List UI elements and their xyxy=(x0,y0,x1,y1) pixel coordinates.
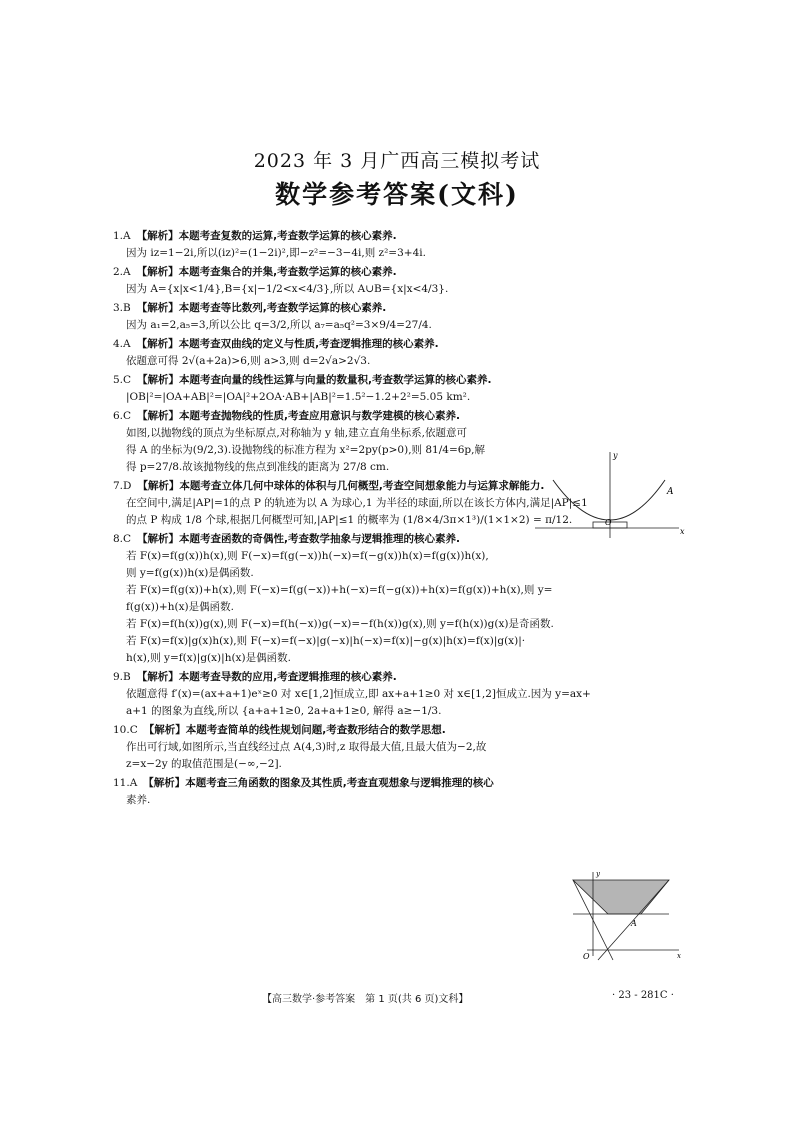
answer-analysis-heading: 【解析】本题考查双曲线的定义与性质,考查逻辑推理的核心素养. xyxy=(136,338,439,350)
answer-text-line: 依题意可得 2√(a+2a)>6,则 a>3,则 d=2√a>2√3. xyxy=(126,355,371,367)
answer-item-11 xyxy=(113,775,693,809)
origin-label: O xyxy=(605,518,612,527)
answer-item-9 xyxy=(113,669,693,720)
answer-number: 2.A xyxy=(113,266,131,278)
answer-item-3 xyxy=(113,300,693,334)
answer-text-line: 若 F(x)=f(x)|g(x)h(x),则 F(−x)=f(−x)|g(−x)|h(−x)=f(x)|−g(x)|h(x)=f(x)|g(x)|· xyxy=(126,635,526,647)
x-axis-label: x xyxy=(677,952,681,960)
y-axis-label: y xyxy=(596,870,600,878)
footer-code: · 23 - 281C · xyxy=(612,990,674,1001)
answer-item-8 xyxy=(113,531,693,667)
answer-number: 10.C xyxy=(113,724,138,736)
answer-number: 8.C xyxy=(113,533,132,545)
answer-number: 4.A xyxy=(113,338,131,350)
answer-number: 3.B xyxy=(113,302,131,314)
answer-text-line: 因为 A={x|x<1/4},B={x|−1/2<x<4/3},所以 A∪B={x|x<4/3}. xyxy=(126,283,449,295)
answer-analysis-heading: 【解析】本题考查三角函数的图象及其性质,考查直观想象与逻辑推理的核心 xyxy=(143,777,494,789)
x-axis-label: x xyxy=(680,527,685,536)
answer-number: 9.B xyxy=(113,671,131,683)
answer-item-4 xyxy=(113,336,693,370)
answer-number: 7.D xyxy=(113,480,132,492)
point-a-label: A xyxy=(631,919,637,928)
answer-text-line: 的点 P 构成 1/8 个球,根据几何概型可知,|AP|≤1 的概率为 (1/8×4/3π×1³)/(1×1×2) = π/12. xyxy=(126,514,573,526)
answer-text-line: 因为 iz=1−2i,所以(iz)²=(1−2i)²,即−z²=−3−4i,则 z²=3+4i. xyxy=(126,247,426,259)
answer-number: 11.A xyxy=(113,777,138,789)
y-axis-label: y xyxy=(613,451,618,460)
answer-analysis-heading: 【解析】本题考查复数的运算,考查数学运算的核心素养. xyxy=(136,230,397,242)
point-a-label: A xyxy=(667,487,674,497)
origin-label: O xyxy=(583,952,590,961)
answer-analysis-heading: 【解析】本题考查导数的应用,考查逻辑推理的核心素养. xyxy=(136,671,397,683)
answer-text-line: z=x−2y 的取值范围是(−∞,−2]. xyxy=(126,758,282,770)
answer-text-line: 作出可行域,如图所示,当直线经过点 A(4,3)时,z 取得最大值,且最大值为−2,故 xyxy=(126,741,487,753)
answer-text-line: |OB|²=|OA+AB|²=|OA|²+2OA·AB+|AB|²=1.5²−1.2+2²=5.05 km². xyxy=(126,391,471,403)
feasible-region-figure xyxy=(565,868,685,963)
page-title-line1: 2023 年 3 月广西高三模拟考试 xyxy=(253,150,541,172)
answer-number: 6.C xyxy=(113,410,132,422)
parabola-curve xyxy=(553,480,665,520)
answer-text-line: 如图,以抛物线的顶点为坐标原点,对称轴为 y 轴,建立直角坐标系,依题意可 xyxy=(126,427,467,439)
answer-number: 5.C xyxy=(113,374,132,386)
answer-text-line: 因为 a₁=2,a₅=3,所以公比 q=3/2,所以 a₇=a₅q²=3×9/4=27/4. xyxy=(126,319,432,331)
answer-text-line: 得 A 的坐标为(9/2,3).设抛物线的标准方程为 x²=2py(p>0),则 81/4=6p,解 xyxy=(126,444,485,456)
answer-analysis-heading: 【解析】本题考查简单的线性规划问题,考查数形结合的数学思想. xyxy=(143,724,446,736)
answer-number: 1.A xyxy=(113,230,131,242)
answer-text-line: 若 F(x)=f(g(x))+h(x),则 F(−x)=f(g(−x))+h(−x)=f(−g(x))+h(x)=f(g(x))+h(x),则 y= xyxy=(126,584,553,596)
answer-analysis-heading: 【解析】本题考查立体几何中球体的体积与几何概型,考查空间想象能力与运算求解能力. xyxy=(137,480,545,492)
answer-analysis-heading: 【解析】本题考查函数的奇偶性,考查数学抽象与逻辑推理的核心素养. xyxy=(137,533,461,545)
answer-analysis-heading: 【解析】本题考查抛物线的性质,考查应用意识与数学建模的核心素养. xyxy=(137,410,461,422)
footer-page-info: 【高三数学·参考答案 第 1 页(共 6 页)文科】 xyxy=(262,994,469,1005)
answer-text-line: 若 F(x)=f(g(x))h(x),则 F(−x)=f(g(−x))h(−x)=f(−g(x))h(x)=f(g(x))h(x), xyxy=(126,550,489,562)
answer-item-2 xyxy=(113,264,693,298)
parabola-figure xyxy=(535,450,685,540)
page-title-line2: 数学参考答案(文科) xyxy=(275,180,519,209)
answer-analysis-heading: 【解析】本题考查集合的并集,考查数学运算的核心素养. xyxy=(136,266,397,278)
answer-text-line: 若 F(x)=f(h(x))g(x),则 F(−x)=f(h(−x))g(−x)=−f(h(x))g(x),则 y=f(h(x))g(x)是奇函数. xyxy=(126,618,554,630)
answer-text-line: 则 y=f(g(x))h(x)是偶函数. xyxy=(126,567,254,579)
answer-item-5 xyxy=(113,372,693,406)
answer-analysis-heading: 【解析】本题考查向量的线性运算与向量的数量积,考查数学运算的核心素养. xyxy=(137,374,492,386)
answer-text-line: 素养. xyxy=(126,794,151,806)
answer-text-line: a+1 的图象为直线,所以 {a+a+1≥0, 2a+a+1≥0, 解得 a≥−1/3. xyxy=(126,705,442,717)
answer-item-10 xyxy=(113,722,693,773)
answer-text-line: 在空间中,满足|AP|=1的点 P 的轨迹为以 A 为球心,1 为半径的球面,所以在该长方体内,满足|AP|≤1 xyxy=(126,497,588,509)
answer-item-1 xyxy=(113,228,693,262)
answer-text-line: h(x),则 y=f(x)|g(x)|h(x)是偶函数. xyxy=(126,652,291,664)
answer-text-line: 得 p=27/8.故该抛物线的焦点到准线的距离为 27/8 cm. xyxy=(126,461,390,473)
answer-text-line: 依题意得 f′(x)=(ax+a+1)eˣ≥0 对 x∈[1,2]恒成立,即 ax+a+1≥0 对 x∈[1,2]恒成立.因为 y=ax+ xyxy=(126,688,591,700)
answer-analysis-heading: 【解析】本题考查等比数列,考查数学运算的核心素养. xyxy=(136,302,387,314)
answer-text-line: f(g(x))+h(x)是偶函数. xyxy=(126,601,234,613)
